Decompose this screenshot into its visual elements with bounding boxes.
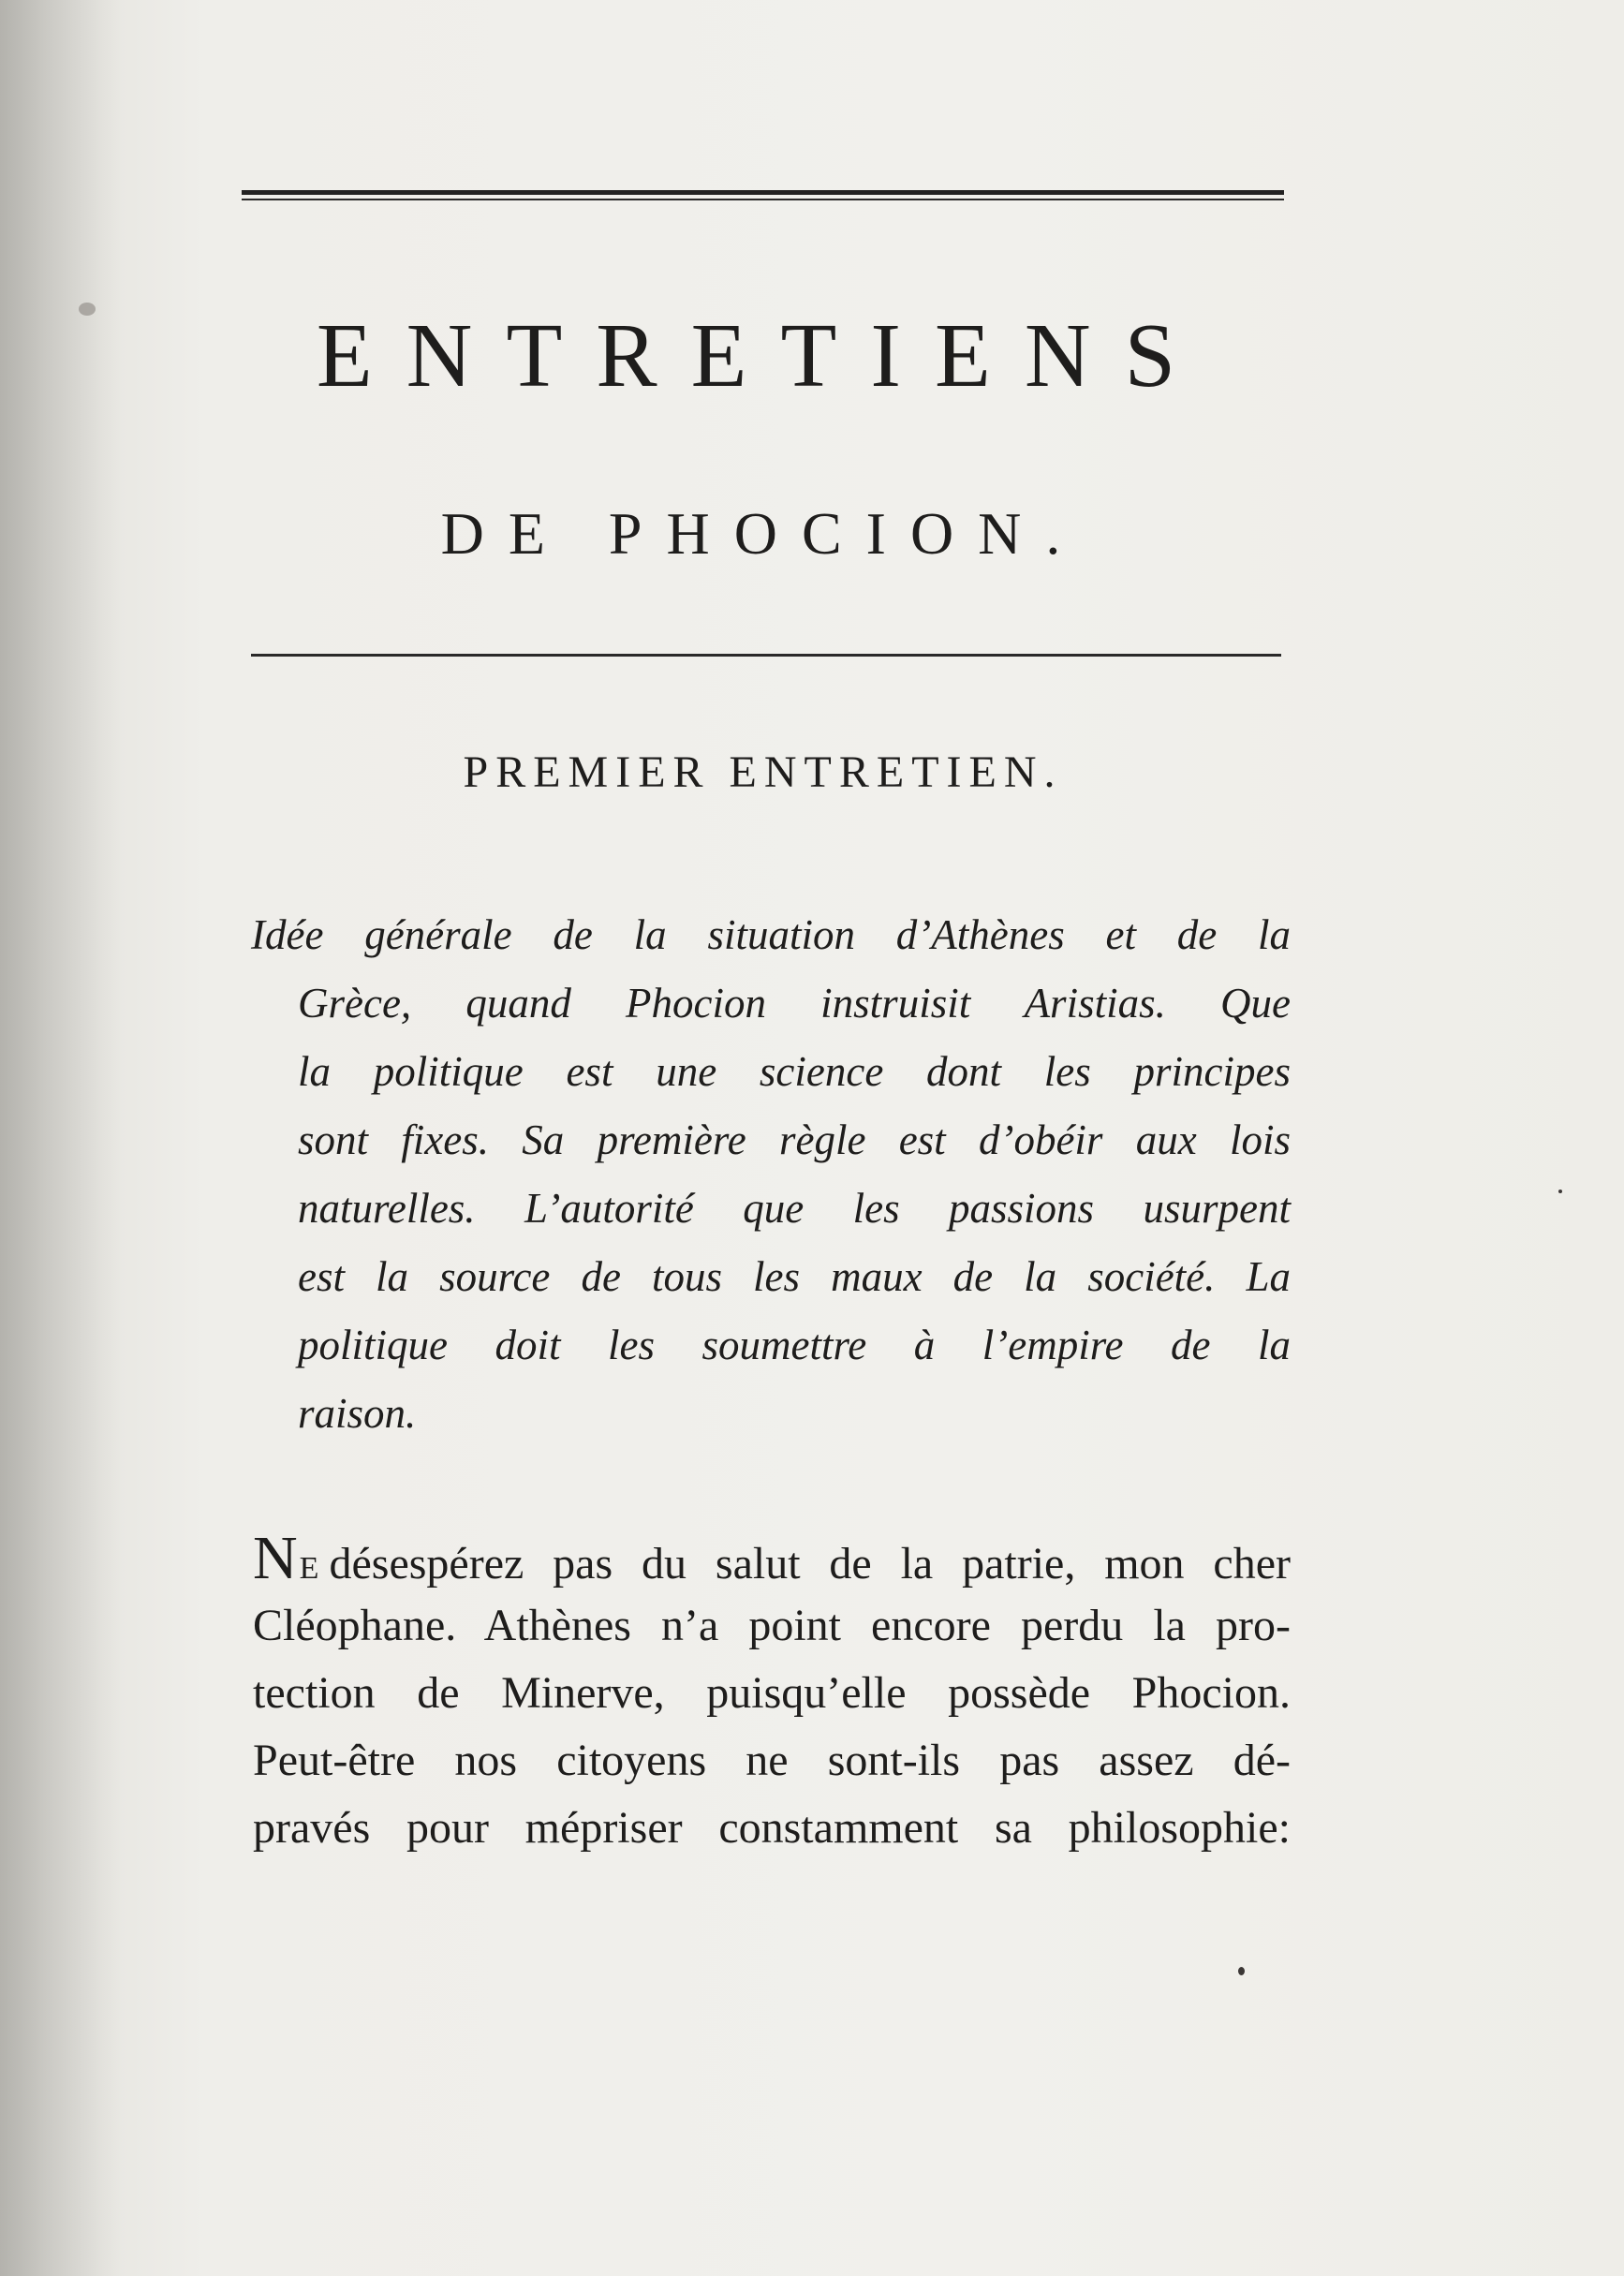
body-line: Cléophane. Athènes n’a point encore perdu la pro-: [253, 1601, 1291, 1650]
chapter-summary: [251, 901, 1291, 1448]
summary-line: Grèce, quand Phocion instruisit Aristias. Que: [298, 980, 1291, 1027]
gutter-shadow: [0, 0, 122, 2276]
body-line-text: désespérez pas du salut de la patrie, mon cher: [329, 1539, 1291, 1589]
body-line: pravés pour mépriser constamment sa philosophie:: [253, 1803, 1291, 1853]
section-heading: PREMIER ENTRETIEN.: [463, 747, 1063, 797]
summary-line: la politique est une science dont les principes: [298, 1048, 1291, 1095]
top-double-rule: [242, 190, 1284, 201]
body-line: [253, 1525, 1291, 1592]
summary-line: sont fixes. Sa première règle est d’obéir aux lois: [298, 1116, 1291, 1163]
summary-line: naturelles. L’autorité que les passions usurpent: [298, 1185, 1291, 1232]
paper-speck: [79, 303, 96, 316]
paper-speck: [1558, 1190, 1562, 1193]
summary-line: Idée générale de la situation d’Athènes et de la: [251, 911, 1291, 958]
drop-cap: N: [253, 1524, 300, 1592]
body-line: tection de Minerve, puisqu’elle possède Phocion.: [253, 1668, 1291, 1718]
body-paragraph: [253, 1525, 1291, 1862]
summary-line: raison.: [298, 1390, 417, 1437]
summary-line: politique doit les soumettre à l’empire de la: [298, 1322, 1291, 1368]
page-title: ENTRETIENS: [316, 305, 1210, 406]
body-line: Peut-être nos citoyens ne sont-ils pas assez dé-: [253, 1736, 1291, 1785]
summary-line: est la source de tous les maux de la société. La: [298, 1253, 1291, 1300]
title-divider-rule: [251, 654, 1281, 657]
page-subtitle: DE PHOCION.: [440, 500, 1085, 567]
small-cap: E: [299, 1551, 320, 1586]
paper-speck: [1238, 1967, 1245, 1975]
